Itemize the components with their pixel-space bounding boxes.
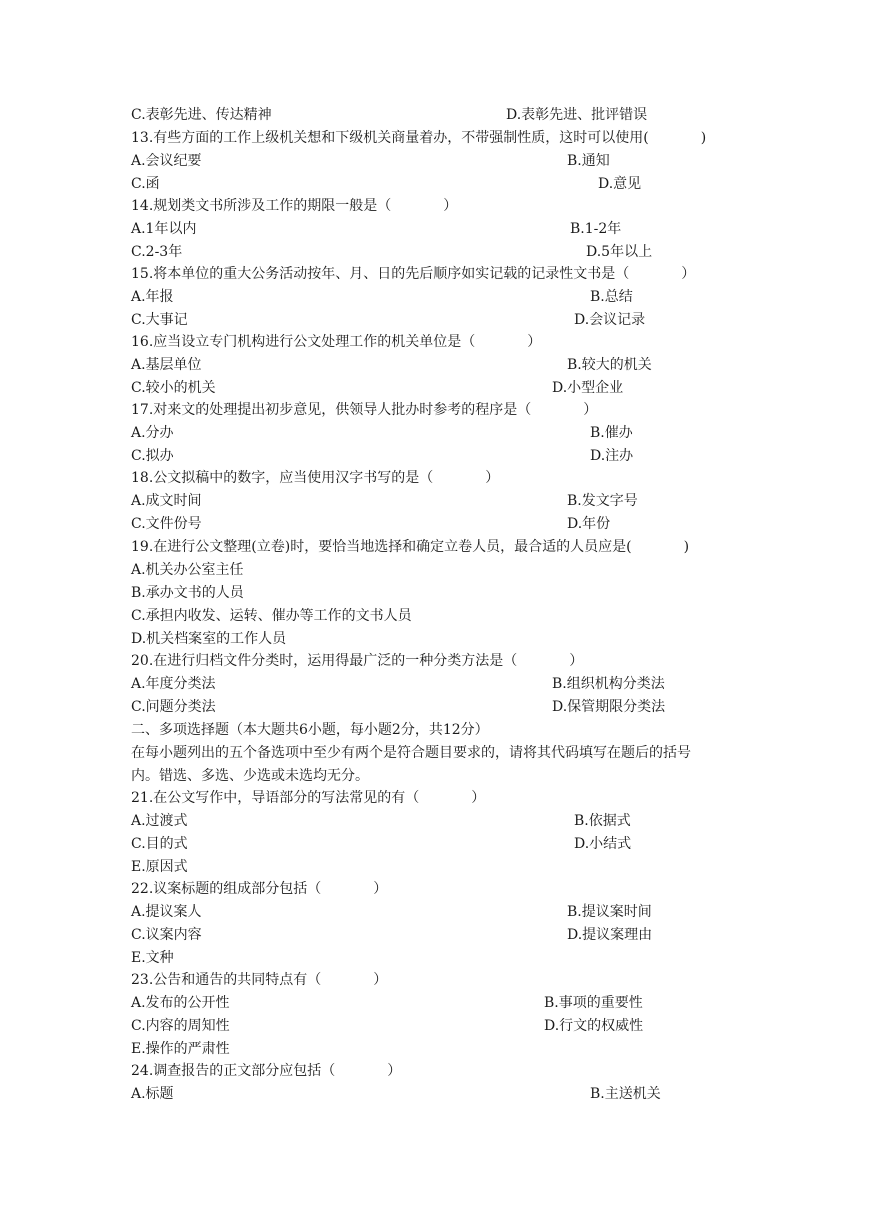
- q18-option-row-1: [131, 490, 638, 512]
- q24-option-a: A.标题: [131, 1086, 174, 1102]
- q23-option-b: B.事项的重要性: [544, 995, 643, 1011]
- q22-stem: 22.议案标题的组成部分包括（ ）: [131, 881, 388, 897]
- q18-option-c: C.文件份号: [131, 516, 202, 532]
- q20-option-a: A.年度分类法: [131, 676, 216, 692]
- q17-option-row-2: [131, 445, 634, 467]
- q18-option-d: D.年份: [567, 516, 611, 532]
- q22-option-e: E.文种: [131, 950, 174, 966]
- q16-option-a: A.基层单位: [131, 357, 202, 373]
- q23-option-e: E.操作的严肃性: [131, 1041, 230, 1057]
- q19-option-d: D.机关档案室的工作人员: [131, 631, 287, 647]
- q15-option-row-2: [131, 309, 646, 331]
- q12-option-c: C.表彰先进、传达精神: [131, 107, 272, 123]
- section-2-instructions-line-2: 内。错选、多选、少选或未选均无分。: [131, 768, 369, 784]
- q21-option-d: D.小结式: [574, 836, 632, 852]
- q21-option-c: C.目的式: [131, 836, 188, 852]
- q14-option-b: B.1-2年: [570, 221, 622, 237]
- q21-option-e: E.原因式: [131, 859, 188, 875]
- q19-option-c: C.承担内收发、运转、催办等工作的文书人员: [131, 608, 412, 624]
- q21-stem: 21.在公文写作中，导语部分的写法常见的有（ ）: [131, 790, 486, 806]
- q20-option-b: B.组织机构分类法: [552, 676, 665, 692]
- q12-option-d: D.表彰先进、批评错误: [506, 107, 648, 123]
- q23-option-a: A.发布的公开性: [131, 995, 230, 1011]
- q16-option-row-1: [131, 354, 652, 376]
- q17-option-a: A.分办: [131, 425, 174, 441]
- q22-option-row-1: [131, 901, 652, 923]
- q14-option-row-2: [131, 241, 653, 263]
- q16-option-c: C.较小的机关: [131, 380, 216, 396]
- q21-option-row-1: [131, 810, 631, 832]
- q17-option-row-1: [131, 422, 633, 444]
- q15-option-a: A.年报: [131, 289, 174, 305]
- q22-option-a: A.提议案人: [131, 904, 202, 920]
- q24-option-row-1: [131, 1083, 661, 1105]
- q15-option-row-1: [131, 286, 633, 308]
- q22-option-b: B.提议案时间: [567, 904, 652, 920]
- q21-option-b: B.依据式: [574, 813, 631, 829]
- q19-option-a: A.机关办公室主任: [131, 562, 244, 578]
- q17-option-d: D.注办: [590, 448, 634, 464]
- q13-option-c: C.函: [131, 176, 160, 192]
- q12-option-row-2: [131, 104, 648, 126]
- q18-option-row-2: [131, 513, 611, 535]
- q13-option-b: B.通知: [567, 153, 610, 169]
- q14-option-c: C.2-3年: [131, 244, 183, 260]
- q22-option-row-2: [131, 924, 653, 946]
- q23-option-d: D.行文的权威性: [544, 1018, 644, 1034]
- q15-option-c: C.大事记: [131, 312, 188, 328]
- q18-stem: 18.公文拟稿中的数字，应当使用汉字书写的是（ ）: [131, 470, 500, 486]
- q20-option-d: D.保管期限分类法: [552, 699, 666, 715]
- q14-option-row-1: [131, 218, 622, 240]
- q19-option-b: B.承办文书的人员: [131, 585, 244, 601]
- q14-stem: 14.规划类文书所涉及工作的期限一般是（ ）: [131, 198, 458, 214]
- q24-option-b: B.主送机关: [590, 1086, 661, 1102]
- q22-option-d: D.提议案理由: [567, 927, 653, 943]
- q13-option-row-1: [131, 150, 610, 172]
- q16-option-row-2: [131, 377, 624, 399]
- q14-option-a: A.1年以内: [131, 221, 197, 237]
- q17-stem: 17.对来文的处理提出初步意见，供领导人批办时参考的程序是（ ）: [131, 402, 598, 418]
- q15-option-d: D.会议记录: [574, 312, 646, 328]
- q18-option-a: A.成文时间: [131, 493, 202, 509]
- q13-option-a: A.会议纪要: [131, 153, 202, 169]
- section-2-title: 二、多项选择题（本大题共6小题，每小题2分，共12分）: [131, 722, 489, 738]
- q13-option-d: D.意见: [598, 176, 642, 192]
- q20-option-row-2: [131, 696, 666, 718]
- q13-option-row-2: [131, 173, 642, 195]
- q20-stem: 20.在进行归档文件分类时，运用得最广泛的一种分类方法是（ ）: [131, 653, 584, 669]
- q23-option-c: C.内容的周知性: [131, 1018, 230, 1034]
- q24-stem: 24.调查报告的正文部分应包括（ ）: [131, 1063, 402, 1079]
- q23-option-row-1: [131, 992, 643, 1014]
- q16-option-d: D.小型企业: [552, 380, 624, 396]
- q23-option-row-2: [131, 1015, 644, 1037]
- q15-stem: 15.将本单位的重大公务活动按年、月、日的先后顺序如实记载的记录性文书是（ ）: [131, 266, 696, 282]
- q15-option-b: B.总结: [590, 289, 633, 305]
- section-2-instructions-line-1: 在每小题列出的五个备选项中至少有两个是符合题目要求的，请将其代码填写在题后的括号: [131, 745, 691, 761]
- q23-stem: 23.公告和通告的共同特点有（ ）: [131, 972, 388, 988]
- q16-stem: 16.应当设立专门机构进行公文处理工作的机关单位是（ ）: [131, 334, 542, 350]
- q17-option-b: B.催办: [590, 425, 633, 441]
- q14-option-d: D.5年以上: [586, 244, 653, 260]
- q21-option-row-2: [131, 833, 632, 855]
- q21-option-a: A.过渡式: [131, 813, 188, 829]
- q20-option-row-1: [131, 673, 665, 695]
- q22-option-c: C.议案内容: [131, 927, 202, 943]
- q20-option-c: C.问题分类法: [131, 699, 216, 715]
- q16-option-b: B.较大的机关: [567, 357, 652, 373]
- q19-stem: 19.在进行公文整理(立卷)时，要恰当地选择和确定立卷人员，最合适的人员应是( ): [131, 539, 690, 555]
- q13-stem: 13.有些方面的工作上级机关想和下级机关商量着办，不带强制性质，这时可以使用( ): [131, 130, 707, 146]
- q18-option-b: B.发文字号: [567, 493, 638, 509]
- q17-option-c: C.拟办: [131, 448, 174, 464]
